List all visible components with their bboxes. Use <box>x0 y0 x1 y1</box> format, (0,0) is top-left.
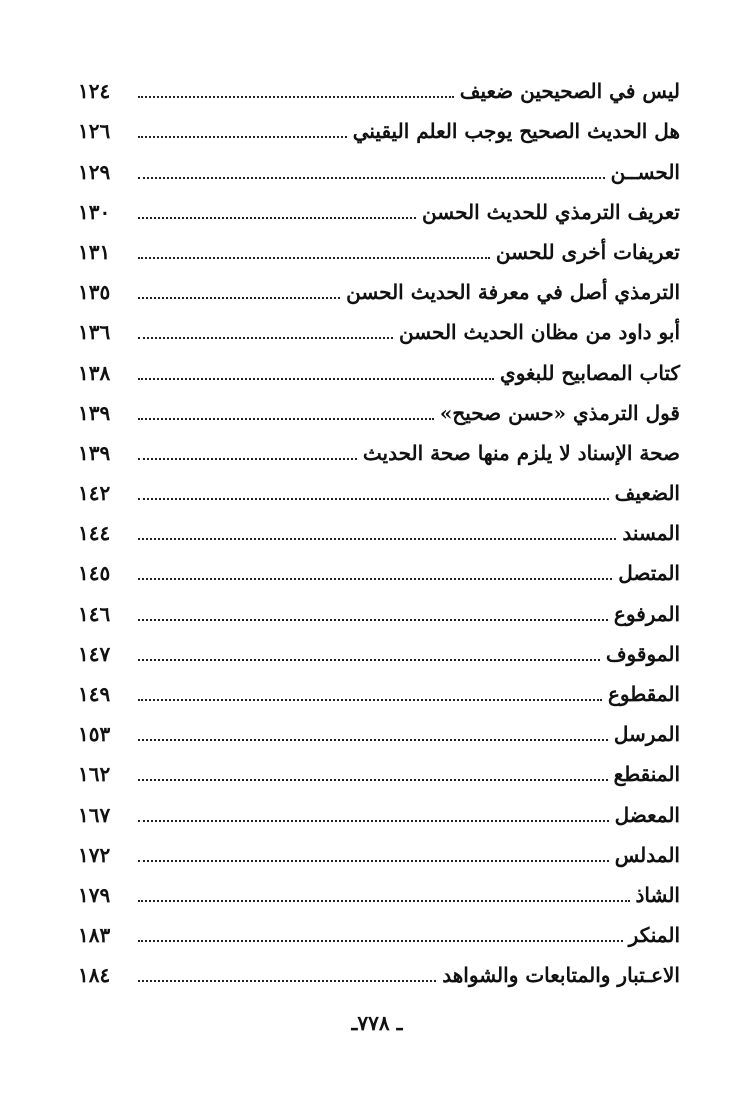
toc-entry <box>78 749 680 789</box>
dot-leader <box>138 659 600 661</box>
dot-leader <box>138 458 357 460</box>
dot-leader <box>138 940 623 942</box>
dot-leader <box>138 418 434 420</box>
toc-entry-page: ١٦٢ <box>78 762 111 787</box>
toc-entry-title: الموقوف <box>605 641 680 666</box>
toc-entry <box>78 548 680 588</box>
toc-entry <box>78 267 680 307</box>
toc-entry <box>78 388 680 428</box>
toc-entry-title: المرفوع <box>613 601 680 626</box>
toc-entry-page: ١٢٦ <box>78 119 111 144</box>
toc-entry <box>78 66 680 106</box>
dot-leader <box>138 217 416 219</box>
dot-leader <box>138 378 494 380</box>
dot-leader <box>138 96 454 98</box>
toc-entry-page: ١٨٣ <box>78 923 111 948</box>
dot-leader <box>138 578 612 580</box>
dot-leader <box>138 498 609 500</box>
toc-entry-title: تعريف الترمذي للحديث الحسن <box>422 199 680 224</box>
dot-leader <box>138 337 393 339</box>
toc-entry <box>78 870 680 910</box>
toc-entry <box>78 428 680 468</box>
toc-entry-title: المرسل <box>613 722 680 747</box>
toc-entry <box>78 468 680 508</box>
toc-entry-title: ليس في الصحيحين ضعيف <box>459 79 680 104</box>
toc-entry-page: ١٤٩ <box>78 682 111 706</box>
toc-entry-page: ١٤٢ <box>78 481 111 506</box>
toc-entry-page: ١٦٧ <box>78 802 111 827</box>
dot-leader <box>138 820 609 822</box>
toc-entry-page: ١٤٧ <box>78 641 111 666</box>
toc-entry-title: صحة الإسناد لا يلزم منها صحة الحديث <box>362 440 680 465</box>
dot-leader <box>138 699 602 701</box>
toc-entry <box>78 106 680 146</box>
toc-entry <box>78 347 680 387</box>
toc-entry-page: ١٤٦ <box>78 601 111 626</box>
page-number: ـ ٧٧٨ـ <box>351 1011 403 1035</box>
toc-entry <box>78 789 680 829</box>
toc-entry-title: تعريفات أخرى للحسن <box>495 239 680 264</box>
dot-leader <box>138 297 340 299</box>
toc-entry <box>78 950 680 990</box>
toc-entry-title: قول الترمذي «حسن صحيح» <box>439 400 680 425</box>
toc-entry-title: المسند <box>622 521 680 546</box>
dot-leader <box>138 860 609 862</box>
dot-leader <box>138 538 616 540</box>
toc-entry-title: الترمذي أصل في معرفة الحديث الحسن <box>346 280 680 305</box>
table-of-contents <box>78 66 680 990</box>
toc-entry <box>78 910 680 950</box>
toc-entry-title: الضعيف <box>614 481 680 506</box>
toc-entry-title: المقطوع <box>607 682 680 706</box>
toc-entry <box>78 709 680 749</box>
toc-entry-page: ١٣٩ <box>78 400 111 425</box>
toc-entry-page: ١٣٠ <box>78 199 111 224</box>
toc-entry <box>78 830 680 870</box>
dot-leader <box>138 900 630 902</box>
toc-entry-page: ١٢٩ <box>78 159 111 184</box>
toc-entry-page: ١٣٦ <box>78 320 111 345</box>
toc-entry-page: ١٢٤ <box>78 79 111 104</box>
toc-entry <box>78 227 680 267</box>
toc-entry <box>78 187 680 227</box>
toc-entry-page: ١٤٤ <box>78 521 111 546</box>
toc-entry-page: ١٣١ <box>78 239 111 264</box>
dot-leader <box>138 980 436 982</box>
toc-entry-page: ١٨٤ <box>78 963 111 988</box>
toc-entry <box>78 669 680 709</box>
dot-leader <box>138 779 608 781</box>
toc-entry <box>78 307 680 347</box>
toc-entry-title: الحســن <box>610 159 680 184</box>
dot-leader <box>138 257 490 259</box>
toc-entry <box>78 588 680 628</box>
toc-entry-page: ١٧٢ <box>78 842 111 867</box>
dot-leader <box>138 619 608 621</box>
toc-entry-page: ١٤٥ <box>78 561 111 586</box>
toc-entry-title: المنكر <box>628 923 680 948</box>
toc-entry-page: ١٣٩ <box>78 440 111 465</box>
toc-entry-title: الشاذ <box>635 882 680 907</box>
toc-entry-page: ١٣٨ <box>78 360 111 385</box>
toc-entry-page: ١٣٥ <box>78 280 111 305</box>
toc-entry-title: هل الحديث الصحيح يوجب العلم اليقيني <box>352 119 680 144</box>
dot-leader <box>138 739 608 741</box>
toc-entry-page: ١٥٣ <box>78 722 111 747</box>
toc-entry-title: الاعـتبار والمتابعات والشواهد <box>442 963 680 988</box>
toc-entry-title: أبو داود من مظان الحديث الحسن <box>398 320 680 345</box>
toc-entry-title: المدلس <box>614 842 680 867</box>
toc-entry-title: المتصل <box>618 561 680 586</box>
toc-entry <box>78 629 680 669</box>
dot-leader <box>138 177 605 179</box>
dot-leader <box>138 136 347 138</box>
toc-entry-page: ١٧٩ <box>78 882 111 907</box>
toc-entry-title: كتاب المصابيح للبغوي <box>500 360 680 385</box>
toc-entry-title: المنقطع <box>613 762 680 787</box>
toc-entry-title: المعضل <box>614 802 680 827</box>
toc-entry <box>78 508 680 548</box>
toc-entry <box>78 146 680 186</box>
